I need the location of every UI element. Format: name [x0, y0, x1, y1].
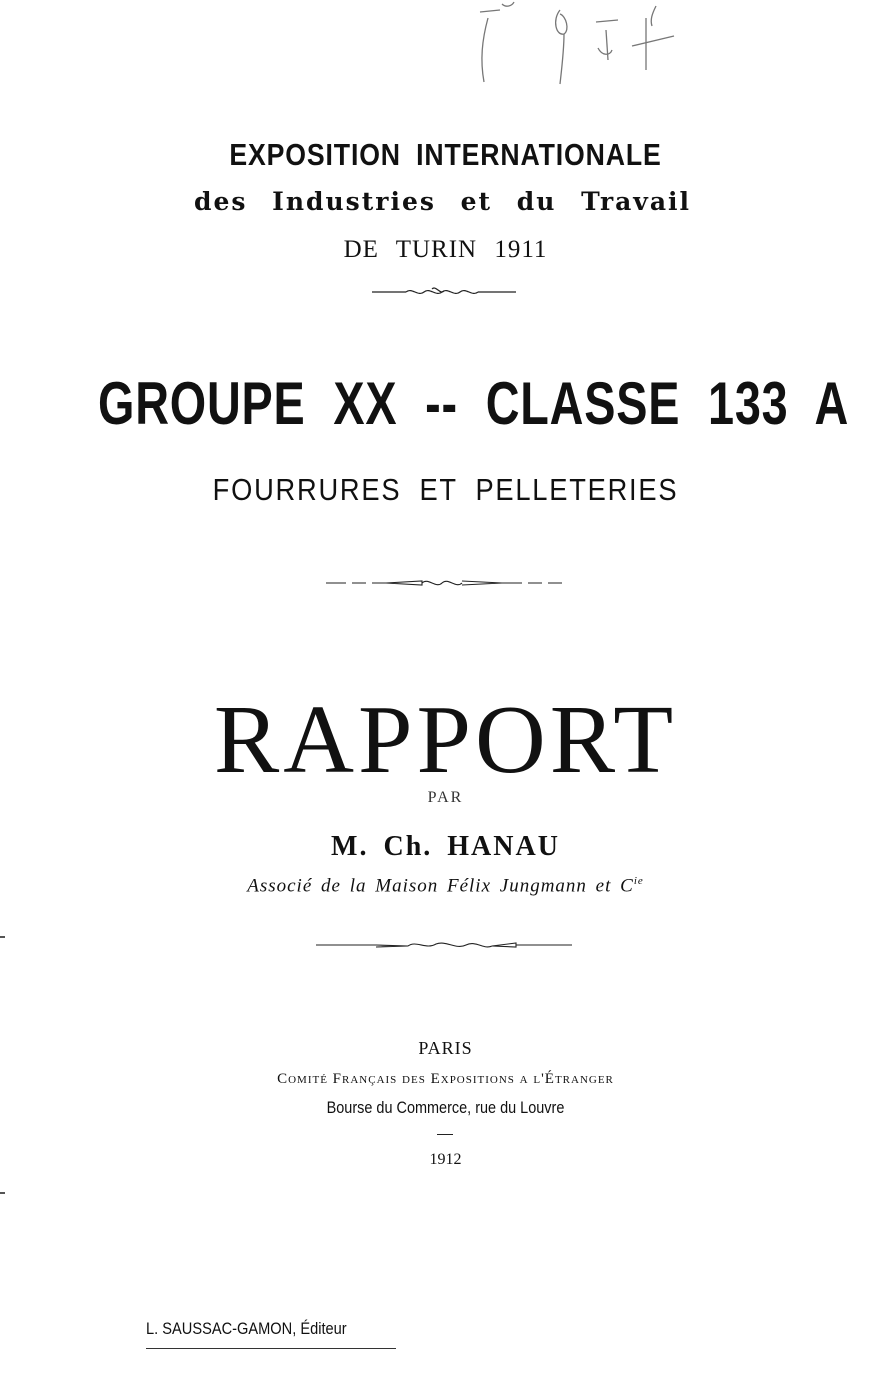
publication-year: 1912 — [429, 1151, 462, 1168]
group-class-heading: GROUPE XX -- CLASSE 133 A — [98, 370, 850, 437]
publisher-committee: Comité Français des Expositions a l'Étranger — [277, 1071, 614, 1087]
report-title: RAPPORT — [213, 686, 678, 794]
exposition-place: DE TURIN 1911 — [343, 236, 548, 263]
editor-credit: L. SAUSSAC-GAMON, Éditeur — [146, 1319, 347, 1338]
separator-dash — [437, 1134, 453, 1135]
by-label: PAR — [427, 789, 464, 806]
flourish-ornament-icon — [316, 938, 572, 952]
margin-mark — [0, 1192, 5, 1194]
subject-heading: FOURRURES ET PELLETERIES — [212, 472, 679, 507]
exposition-subtitle: des Industries et du Travail — [193, 187, 692, 216]
affiliation-text: Associé de la Maison Félix Jungmann et C — [247, 875, 634, 897]
publisher-city: PARIS — [418, 1038, 473, 1058]
margin-mark — [0, 936, 5, 938]
exposition-title: EXPOSITION INTERNATIONALE — [229, 137, 662, 172]
flourish-ornament-icon — [372, 285, 516, 299]
affiliation-superscript: ie — [633, 875, 644, 887]
author-affiliation — [0, 875, 891, 897]
editor-underline — [146, 1348, 396, 1349]
flourish-ornament-icon — [326, 576, 562, 590]
handwritten-shelfmark — [460, 0, 700, 90]
publisher-address: Bourse du Commerce, rue du Louvre — [326, 1098, 565, 1117]
author-name: M. Ch. HANAU — [331, 831, 560, 862]
